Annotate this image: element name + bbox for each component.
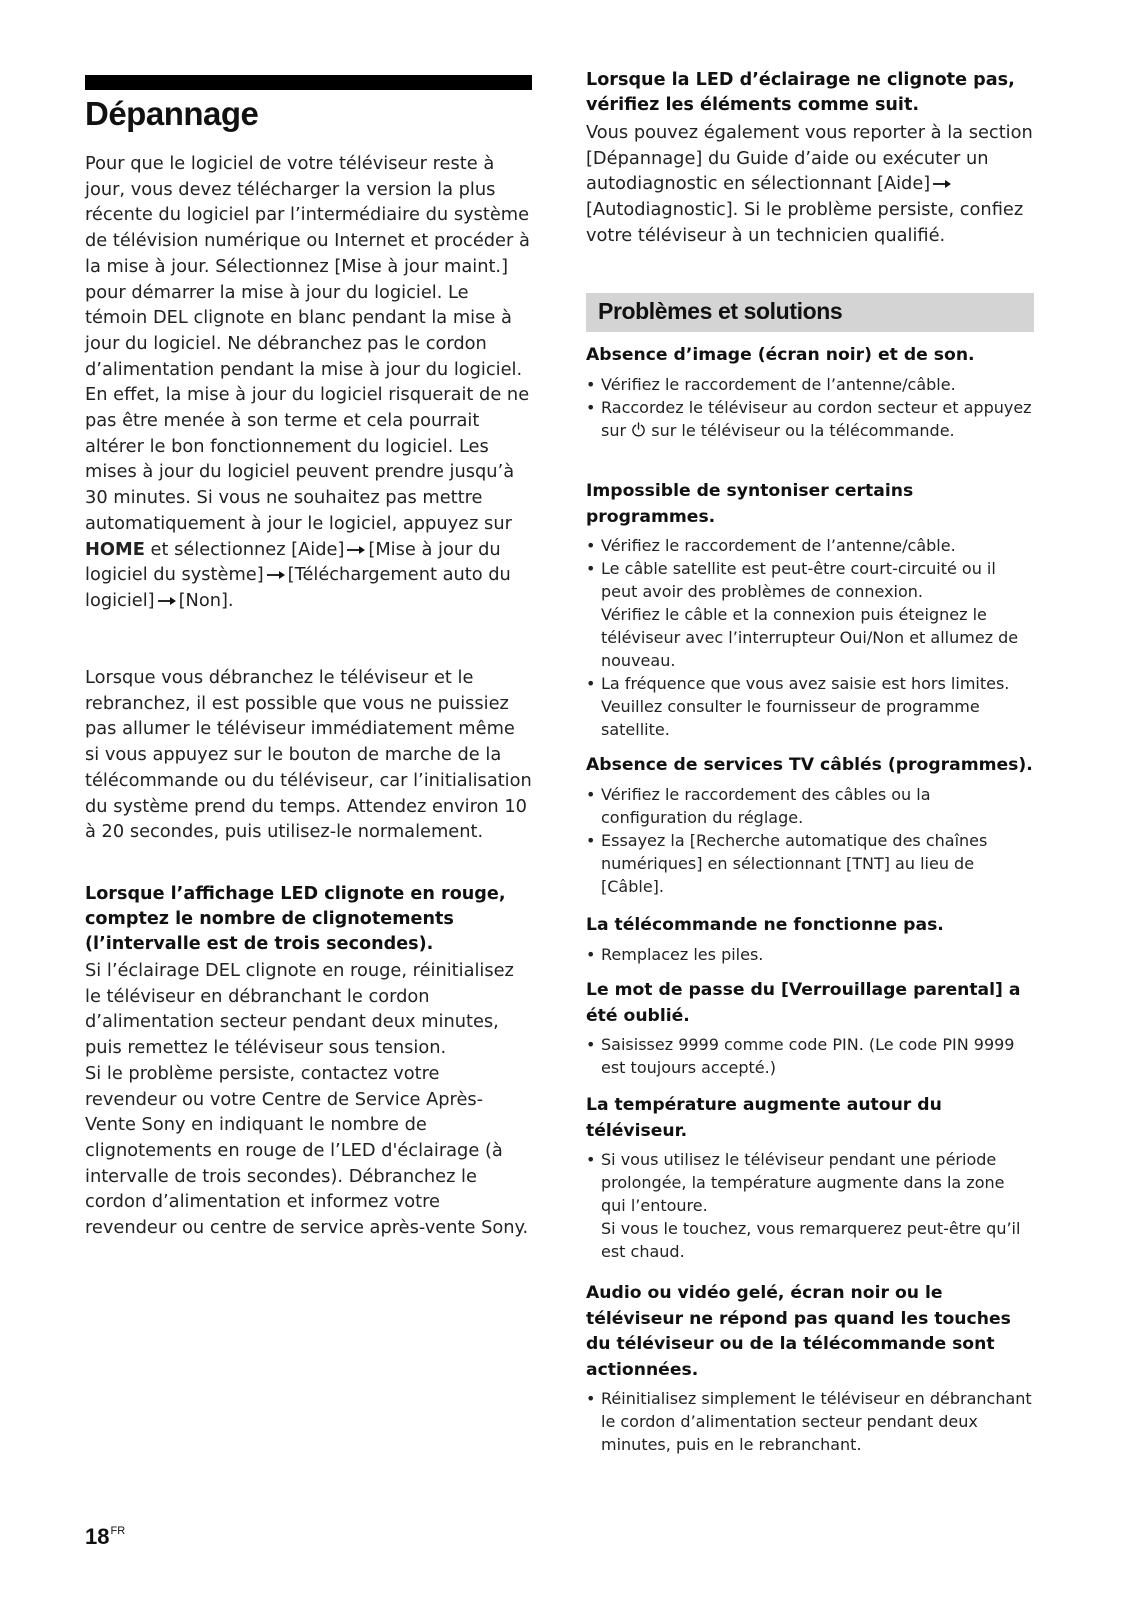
bullet-item: • Réinitialisez simplement le téléviseur en débranchant le cordon d’alimentation secteur pendant deux minutes, puis en le rebranchant. bbox=[586, 1387, 1034, 1456]
right-arrow-icon bbox=[157, 588, 177, 614]
issue-title: Impossible de syntoniser certains programmes. bbox=[586, 481, 914, 527]
issue-title: Absence d’image (écran noir) et de son. bbox=[586, 345, 975, 365]
right-arrow-icon bbox=[266, 562, 286, 588]
section-header-bar bbox=[586, 293, 1034, 332]
issue-title: La télécommande ne fonctionne pas. bbox=[586, 915, 944, 935]
home-key-label: HOME bbox=[85, 538, 145, 560]
issue-block bbox=[586, 978, 1034, 1079]
intro-text-5: [Non]. bbox=[178, 589, 234, 611]
bullet-item: • Si vous utilisez le téléviseur pendant une période prolongée, la température augmente dans la zone qui l’entoure. Si vous le touchez, vous remarquerez peut-être qu’il est chaud. bbox=[586, 1148, 1034, 1263]
led-no-blink-body bbox=[586, 120, 1034, 249]
right-arrow-icon bbox=[932, 171, 952, 197]
page-number bbox=[85, 1524, 125, 1550]
intro-text-1: Pour que le logiciel de votre téléviseur reste à jour, vous devez télécharger la version la plus récente du logiciel par l’intermédiaire du système de télévision numérique ou Internet et procéder à la mise à jour. Sélectionnez [Mise à jour maint.] pour démarrer la mise à jour du logiciel. Le témoin DEL clignote en blanc pendant la mise à jour du logiciel. Ne débranchez pas le cordon d’alimentation pendant la mise à jour du logiciel. En effet, la mise à jour du logiciel risquerait de ne pas être menée à son terme et cela pourrait altérer le bon fonctionnement du logiciel. Les mises à jour du logiciel peuvent prendre jusqu’à 30 minutes. Si vous ne souhaitez pas mettre automatiquement à jour le logiciel, appuyez sur bbox=[85, 153, 530, 534]
issue-title: Audio ou vidéo gelé, écran noir ou le téléviseur ne répond pas quand les touches du téléviseur ou de la télécommande sont actionnées. bbox=[586, 1283, 1011, 1380]
led-no-blink-heading: Lorsque la LED d’éclairage ne clignote pas, vérifiez les éléments comme suit. bbox=[586, 70, 1015, 115]
issue-block bbox=[586, 1281, 1034, 1456]
issue-block bbox=[586, 343, 1034, 442]
bullet-item bbox=[586, 396, 1034, 442]
led-no-blink-text-1: Vous pouvez également vous reporter à la section [Dépannage] du Guide d’aide ou exécuter un autodiagnostic en sélectionnant [Aide] bbox=[586, 122, 1033, 195]
page-title: Dépannage bbox=[85, 95, 259, 132]
section-title: Problèmes et solutions bbox=[598, 298, 843, 324]
issue-block bbox=[586, 753, 1034, 898]
led-blink-heading: Lorsque l’affichage LED clignote en rouge, comptez le nombre de clignotements (l’intervalle est de trois secondes). bbox=[85, 884, 506, 954]
power-icon bbox=[631, 420, 646, 435]
issue-title: Le mot de passe du [Verrouillage parental] a été oublié. bbox=[586, 980, 1021, 1026]
issue-bullets bbox=[586, 1148, 1034, 1263]
restart-paragraph: Lorsque vous débranchez le téléviseur et le rebranchez, il est possible que vous ne puissiez pas allumer le téléviseur immédiatement même si vous appuyez sur le bouton de marche de la télécommande ou du téléviseur, car l’initialisation du système prend du temps. Attendez environ 10 à 20 secondes, puis utilisez-le normalement. bbox=[85, 667, 532, 843]
bullet-item: • Le câble satellite est peut-être court-circuité ou il peut avoir des problèmes de connexion. Vérifiez le câble et la connexion puis éteignez le téléviseur avec l’interrupteur Oui/Non et allumez de nouveau. bbox=[586, 557, 1034, 672]
issue-block bbox=[586, 479, 1034, 741]
bullet-item: • Essayez la [Recherche automatique des chaînes numériques] en sélectionnant [TNT] au lieu de [Câble]. bbox=[586, 829, 1034, 898]
issue-bullets bbox=[586, 783, 1034, 898]
issue-bullets bbox=[586, 943, 1034, 966]
issue-bullets bbox=[586, 1033, 1034, 1079]
issue-title: Absence de services TV câblés (programmes). bbox=[586, 755, 1033, 775]
issue-block bbox=[586, 1093, 1034, 1263]
bullet-item: • Vérifiez le raccordement des câbles ou la configuration du réglage. bbox=[586, 783, 1034, 829]
bullet-item: • La fréquence que vous avez saisie est hors limites. Veuillez consulter le fournisseur de programme satellite. bbox=[586, 672, 1034, 741]
right-arrow-icon bbox=[346, 537, 366, 563]
bullet-item: • Vérifiez le raccordement de l’antenne/câble. bbox=[586, 534, 1034, 557]
led-no-blink-text-2: [Autodiagnostic]. Si le problème persiste, confiez votre téléviseur à un technicien qualifié. bbox=[586, 199, 1024, 246]
led-blink-body: Si l’éclairage DEL clignote en rouge, réinitialisez le téléviseur en débranchant le cordon d’alimentation secteur pendant deux minutes, puis remettez le téléviseur sous tension. Si le problème persiste, contactez votre revendeur ou votre Centre de Service Après-Vente Sony en indiquant le nombre de clignotements en rouge de l’LED d'éclairage (à intervalle de trois secondes). Débranchez le cordon d’alimentation et informez votre revendeur ou centre de service après-vente Sony. bbox=[85, 960, 529, 1239]
page-number-suffix: FR bbox=[110, 1525, 126, 1537]
issue-title: La température augmente autour du téléviseur. bbox=[586, 1095, 942, 1141]
issue-bullets bbox=[586, 534, 1034, 741]
bullet-item: • Remplacez les piles. bbox=[586, 943, 1034, 966]
issue-block bbox=[586, 913, 1034, 966]
page-number-value: 18 bbox=[85, 1524, 110, 1549]
intro-paragraph bbox=[85, 151, 532, 614]
bullet-text-a: Raccordez le téléviseur au cordon secteur et appuyez sur bbox=[601, 397, 1032, 440]
bullet-item: • Saisissez 9999 comme code PIN. (Le code PIN 9999 est toujours accepté.) bbox=[586, 1033, 1034, 1079]
bullet-item: • Vérifiez le raccordement de l’antenne/câble. bbox=[586, 373, 1034, 396]
intro-text-3: [Mise à jour du logiciel du système] bbox=[85, 538, 501, 586]
bullet-text-b: sur le téléviseur ou la télécommande. bbox=[651, 420, 955, 440]
intro-text-4: [Téléchargement auto du logiciel] bbox=[85, 564, 511, 611]
top-rule bbox=[85, 75, 532, 90]
issue-bullets bbox=[586, 373, 1034, 442]
issue-bullets bbox=[586, 1387, 1034, 1456]
intro-text-2: et sélectionnez [Aide] bbox=[150, 538, 345, 560]
